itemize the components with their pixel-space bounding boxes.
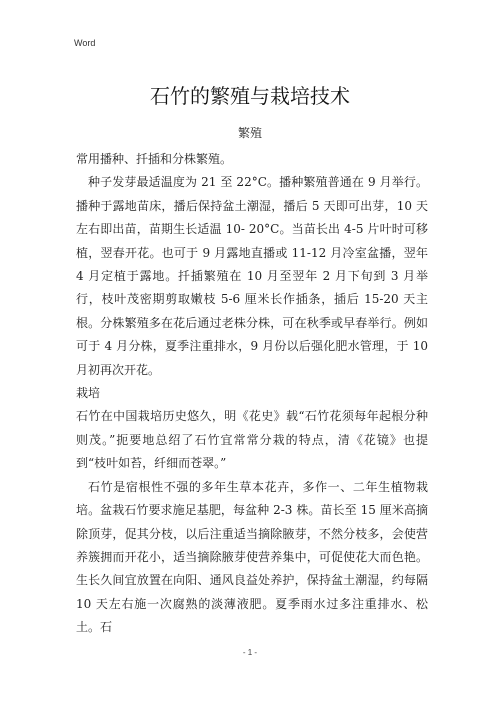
- cultivation-paragraph-2: 石竹是宿根性不强的多年生草本花卉，多作一、二年生植物栽培。盆栽石竹要求施足基肥，每盆种 2-3 株。苗长至 15 厘米高摘除顶芽，促其分枝，以后注重适当摘除腋芽，不然分枝多，会使营养簇拥而开花小，适当摘除腋芽使营养集中，可促使花大而色艳。生长久间宜放置在向阳、通风良益处养护，保持盆土潮湿，约每隔 10 天左右施一次腐熟的淡薄液肥。夏季雨水过多注重排水、松土。石: [76, 479, 428, 635]
- section-heading-propagation: 繁殖: [237, 126, 262, 140]
- propagation-intro: 常用播种、扦插和分株繁殖。: [76, 152, 233, 166]
- document-title: 石竹的繁殖与栽培技术: [150, 84, 350, 108]
- document-header-label: Word: [74, 38, 96, 48]
- cultivation-paragraph-1: 石竹在中国栽培历史悠久，明《花史》载“石竹花须每年起根分种则茂。”扼要地总绍了石竹宜常常分栽的特点，清《花镜》也提到“枝叶如苔，纤细而苍翠。”: [76, 409, 428, 471]
- propagation-paragraph: 种子发芽最适温度为 21 至 22°C。播种繁殖普通在 9 月举行。播种于露地苗床，播后保持盆土潮湿，播后 5 天即可出芽，10 天左右即出苗，苗期生长适温 10- 20°C。当苗长出 4-5 片叶时可移植，翌春开花。也可于 9 月露地直播或 11-12 月冷室盆播，翌年 4 月定植于露地。扦插繁殖在 10 月至翌年 2 月下旬到 3 月举行，枝叶茂密期剪取嫩枝 5-6 厘米长作插条，插后 15-20 天主根。分株繁殖多在花后通过老株分株，可在秋季或早春举行。例如可于 4 月分株，夏季注重排水，9 月份以后强化肥水管理，于 10 月初再次开花。: [76, 175, 428, 377]
- document-body: [76, 148, 428, 640]
- page-number: - 1 -: [242, 648, 258, 657]
- section-heading-cultivation: 栽培: [76, 386, 101, 401]
